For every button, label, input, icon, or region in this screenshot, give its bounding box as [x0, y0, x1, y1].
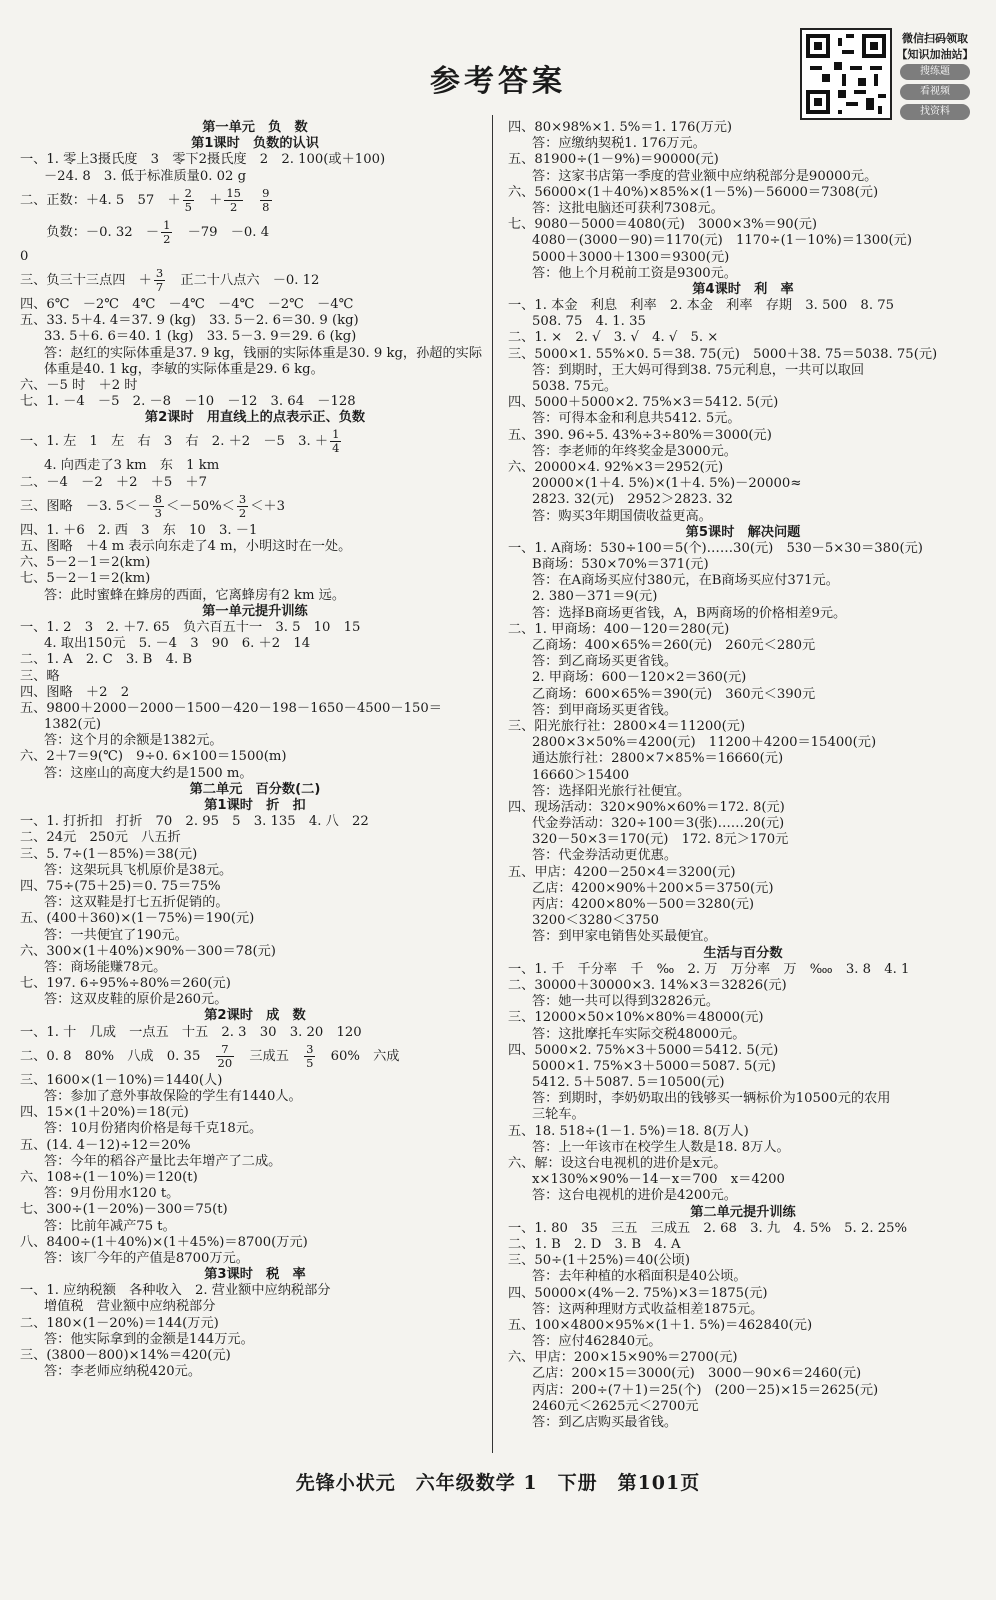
answer-text: 二、0. 8 80% 八成 0. 35: [20, 1048, 214, 1064]
answer-line: 答：到期时，李奶奶取出的钱够买一辆标价为10500元的农用: [532, 1091, 891, 1107]
answer-line: 体重是40. 1 kg，李敏的实际体重是29. 6 kg。: [44, 361, 324, 377]
answer-line: 丙店：200÷(7＋1)＝25(个) (200－25)×15＝2625(元): [532, 1382, 879, 1398]
answer-line: 六、2＋7＝9(℃) 9÷0. 6×100＝1500(m): [20, 749, 287, 765]
answer-line: 七、1. －4 －5 2. －8 －10 －12 3. 64 －128: [20, 394, 356, 410]
fraction-denominator: 8: [262, 199, 270, 214]
answer-line: 七、5－2－1＝2(km): [20, 571, 151, 587]
fraction: [330, 428, 341, 455]
answer-line: 三、50÷(1＋25%)＝40(公顷): [508, 1253, 691, 1269]
answer-line: 七、300÷(1－20%)－300＝75(t): [20, 1202, 228, 1218]
answer-line: 五、(400＋360)×(1－75%)＝190(元): [20, 911, 255, 927]
answer-line: B商场：530×70%＝371(元): [532, 557, 709, 573]
answer-line: 八、8400÷(1＋40%)×(1＋45%)＝8700(万元): [20, 1234, 308, 1250]
answer-line: 四、15×(1＋20%)＝18(元): [20, 1105, 189, 1121]
answer-line: －24. 8 3. 低于标准质量0. 02 g: [44, 168, 247, 184]
fraction: [183, 187, 194, 214]
fraction-numerator: 7: [216, 1043, 235, 1057]
answer-line: 五、图略 ＋4 m 表示向东走了4 m，小明这时在一处。: [20, 539, 352, 554]
answer-line: 乙商场：400×65%＝260(元) 260元＜280元: [532, 638, 816, 653]
answer-line: 六、56000×(1＋40%)×85%×(1－5%)－56000＝7308(元): [508, 184, 879, 200]
answer-line: 答：上一年该市在校学生人数是18. 8万人。: [532, 1139, 790, 1155]
answer-line: 答：购买3年期国债收益更高。: [532, 508, 712, 524]
answer-line: [20, 185, 490, 217]
answer-line: 一、1. 零上3摄氏度 3 零下2摄氏度 2 2. 100(或＋100): [20, 152, 386, 168]
fraction-denominator: 5: [306, 1055, 314, 1070]
answer-line: 二、－4 －2 ＋2 ＋5 ＋7: [20, 474, 208, 490]
answer-line: 答：去年种植的水稻面积是40公顷。: [532, 1269, 747, 1285]
answer-line: 五、(14. 4－12)÷12＝20%: [20, 1137, 191, 1153]
answer-line: 通达旅行社：2800×7×85%＝16660(元): [532, 751, 784, 767]
answer-text: 60% 六成: [317, 1048, 400, 1064]
answer-line: 答：他上个月税前工资是9300元。: [532, 265, 737, 281]
answer-line: 三、(3800－800)×14%＝420(元): [20, 1348, 231, 1363]
answer-text: 一、1. 左 1 左 右 3 右 2. ＋2 －5 3. ＋: [20, 434, 329, 450]
section-heading: 第2课时 用直线上的点表示正、负数: [144, 410, 366, 426]
answer-line: 3200＜3280＜3750: [532, 913, 660, 929]
fraction: [304, 1043, 315, 1070]
fraction-denominator: 7: [155, 279, 164, 294]
answer-line: 一、1. 80 35 三五 三成五 2. 68 3. 九 4. 5% 5. 2. 25%: [508, 1220, 908, 1236]
answer-line: 五、100×4800×95%×(1＋1. 5%)＝462840(元): [508, 1317, 813, 1333]
answer-line: 四、50000×(4%－2. 75%)×3＝1875(元): [508, 1285, 768, 1301]
answer-line: 答：可得本金和利息共5412. 5元。: [532, 411, 741, 427]
answer-line: 答：选择B商场更省钱，A，B两商场的价格相差9元。: [532, 605, 847, 621]
answer-line: 三、阳光旅行社：2800×4＝11200(元): [508, 718, 746, 734]
answer-line: 一、1. 打折扣 打折 70 2. 95 5 3. 135 4. 八 22: [20, 814, 369, 830]
page-footer: 先锋小状元 六年级数学 1 下册 第101页: [295, 1472, 701, 1494]
answer-line: 四、图略 ＋2 2: [20, 684, 130, 700]
answer-text: 三、图略 －3. 5＜－: [20, 498, 151, 514]
answer-line: 2460元＜2625元＜2700元: [532, 1398, 699, 1414]
answer-line: 答：到乙商场买更省钱。: [532, 654, 678, 670]
qr-caption: 微信扫码领取: [902, 32, 968, 45]
section-heading: 第1课时 负数的认识: [191, 136, 319, 152]
answer-line: 答：到甲商场买更省钱。: [532, 702, 678, 718]
fraction: [237, 493, 248, 520]
answer-line: 答：此时蜜蜂在蜂房的西面，它离蜂房有2 km 远。: [44, 587, 346, 603]
answer-line: 四、1. ＋6 2. 西 3 东 10 3. －1: [20, 522, 258, 538]
answer-line: 答：这个月的余额是1382元。: [44, 733, 223, 749]
answer-line: 答：应缴纳契税1. 176万元。: [532, 136, 706, 152]
answer-line: 5038. 75元。: [532, 379, 618, 394]
answer-line: 一、1. 应纳税额 各种收入 2. 营业额中应纳税部分: [20, 1283, 331, 1299]
section-heading: 第4课时 利 率: [692, 281, 794, 297]
answer-line: 4. 取出150元 5. －4 3 90 6. ＋2 14: [44, 636, 311, 652]
answer-line: 4080－(3000－90)＝1170(元) 1170÷(1－10%)＝1300(元): [532, 233, 912, 249]
answer-line: 五、81900÷(1－9%)＝90000(元): [508, 152, 719, 168]
answer-line: 508. 75 4. 1. 35: [532, 314, 646, 330]
answer-line: 2800×3×50%＝4200(元) 11200＋4200＝15400(元): [532, 735, 877, 751]
answer-line: 答：这双皮鞋的原价是260元。: [44, 992, 228, 1008]
answer-line: 答：到乙店购买最省钱。: [532, 1415, 678, 1430]
answer-line: 二、1. × 2. √ 3. √ 4. √ 5. ×: [508, 330, 719, 346]
fraction-numerator: 9: [262, 185, 270, 200]
answer-line: 320－50×3＝170(元) 172. 8元＞170元: [532, 832, 789, 848]
answer-line: 5000×1. 75%×3＋5000＝5087. 5(元): [532, 1058, 776, 1074]
fraction-numerator: 3: [306, 1041, 314, 1056]
answer-line: 五、9800＋2000－2000－1500－420－198－1650－4500－150＝: [20, 700, 442, 716]
section-heading: 第5课时 解决问题: [685, 524, 801, 540]
fraction-denominator: 5: [184, 199, 192, 214]
answer-line: 七、197. 6÷95%÷80%＝260(元): [20, 976, 231, 992]
answer-line: 答：在A商场买应付380元，在B商场买应付371元。: [532, 573, 839, 589]
answer-line: 三、1600×(1－10%)＝1440(人): [20, 1072, 223, 1088]
fraction-numerator: 1: [332, 427, 340, 442]
answer-text: 负数：－0. 32 －: [20, 224, 160, 240]
answer-line: 二、24元 250元 八五折: [20, 830, 181, 846]
answer-line: 答：参加了意外事故保险的学生有1440人。: [44, 1089, 302, 1104]
answer-line: 六、300×(1＋40%)×90%－300＝78(元): [20, 943, 276, 959]
answer-line: 四、现场活动：320×90%×60%＝172. 8(元): [508, 799, 785, 815]
answer-line: 三、略: [20, 668, 60, 684]
answer-text: 三、负三十三点四 ＋: [20, 272, 152, 288]
answer-line: 增值税 营业额中应纳税部分: [44, 1299, 216, 1315]
answer-line: 答：这两种理财方式收益相差1875元。: [532, 1301, 764, 1317]
fraction-numerator: 3: [155, 265, 164, 280]
answer-line: 答：该厂今年的产值是8700万元。: [44, 1250, 249, 1266]
section-heading: 第1课时 折 扣: [204, 798, 306, 813]
answer-line: 四、5000＋5000×2. 75%×3＝5412. 5(元): [508, 395, 779, 411]
fraction-denominator: 2: [230, 199, 238, 214]
column-divider: [492, 115, 493, 1453]
answer-line: 答：到期时，王大妈可得到38. 75元利息，一共可以取回: [532, 362, 865, 378]
answer-line: 三、12000×50×10%×80%＝48000(元): [508, 1010, 764, 1026]
answer-line: 乙店：200×15＝3000(元) 3000－90×6＝2460(元): [532, 1366, 862, 1382]
answer-line: 答：赵红的实际体重是37. 9 kg，钱丽的实际体重是30. 9 kg，孙超的实际: [44, 345, 483, 361]
answer-line: 四、5000×2. 75%×3＋5000＝5412. 5(元): [508, 1042, 779, 1058]
fraction: [161, 219, 172, 246]
answer-line: 二、1. A 2. C 3. B 4. B: [20, 652, 193, 668]
answer-line: 答：这双鞋是打七五折促销的。: [44, 895, 229, 911]
answer-line: 答：李老师应纳税420元。: [44, 1364, 202, 1380]
answer-line: 1382(元): [44, 717, 102, 733]
answer-text: 二、正数：＋4. 5 57 ＋: [20, 192, 181, 208]
answer-line: 答：这座山的高度大约是1500 m。: [44, 765, 253, 781]
answer-line: 答：应付462840元。: [532, 1334, 662, 1350]
section-heading: 第二单元提升训练: [690, 1204, 796, 1220]
answers-left-column: [20, 120, 490, 1380]
answer-line: 六、108÷(1－10%)＝120(t): [20, 1169, 198, 1185]
answer-line: 一、1. 本金 利息 利率 2. 本金 利率 存期 3. 500 8. 75: [508, 298, 894, 314]
fraction-denominator: 4: [332, 441, 340, 456]
answer-line: 答：这批电脑还可获利7308元。: [532, 200, 724, 216]
section-heading: 第2课时 成 数: [204, 1008, 306, 1024]
fraction-numerator: 15: [226, 185, 241, 200]
section-heading: 第一单元 负 数: [202, 120, 308, 135]
answer-line: 20000×(1＋4. 5%)×(1＋4. 5%)－20000≈: [532, 476, 802, 492]
video-button[interactable]: 看视频: [900, 84, 970, 100]
answers-right-column: [508, 120, 978, 1431]
answer-line: 六、甲店：200×15×90%＝2700(元): [508, 1350, 738, 1366]
fraction: [260, 187, 271, 214]
answer-line: 2. 380－371＝9(元): [532, 589, 658, 605]
answer-line: 答：这架玩具飞机原价是38元。: [44, 862, 233, 878]
answer-line: 答：选择阳光旅行社便宜。: [532, 783, 691, 799]
answer-line: 答：商场能赚78元。: [44, 959, 167, 975]
answer-line: 二、1. 甲商场：400－120＝280(元): [508, 621, 730, 637]
answer-line: 七、9080－5000＝4080(元) 3000×3%＝90(元): [508, 217, 818, 233]
section-heading: 生活与百分数: [703, 945, 783, 961]
answer-text: ＜＋3: [250, 498, 285, 514]
fraction-denominator: 3: [154, 505, 162, 520]
fraction-denominator: 20: [217, 1055, 233, 1070]
answer-line: 四、75÷(75＋25)＝0. 75＝75%: [20, 878, 221, 894]
fraction: [216, 1043, 235, 1070]
answer-line: 六、解：设这台电视机的进价是x元。: [508, 1156, 727, 1171]
fraction-denominator: 2: [238, 505, 247, 520]
answer-line: 答：她一共可以得到32826元。: [532, 994, 720, 1010]
fraction-denominator: 2: [163, 231, 171, 246]
answer-line: [20, 491, 490, 523]
answer-line: 乙商场：600×65%＝390(元) 360元＜390元: [532, 686, 816, 702]
fraction: [224, 187, 243, 214]
answer-line: 16660＞15400: [532, 767, 630, 783]
answer-line: 答：他实际拿到的金额是144万元。: [44, 1331, 254, 1347]
answer-line: 六、－5 时 ＋2 时: [20, 377, 138, 393]
answer-line: 丙店：4200×80%－500＝3280(元): [532, 897, 755, 912]
answer-line: 答：9月份用水120 t。: [44, 1186, 180, 1202]
answer-line: 答：今年的稻谷产量比去年增产了二成。: [44, 1153, 282, 1169]
answer-line: 4. 向西走了3 km 东 1 km: [44, 458, 220, 474]
answer-line: 答：比前年减产75 t。: [44, 1218, 176, 1234]
answer-line: 五、甲店：4200－250×4＝3200(元): [508, 864, 736, 880]
answer-line: 四、80×98%×1. 5%＝1. 176(万元): [508, 120, 733, 135]
answer-text: ＜－50%＜: [166, 498, 235, 514]
materials-button[interactable]: 找资料: [900, 104, 970, 120]
answer-line: 0: [20, 248, 29, 264]
answer-line: 代金券活动：320÷100＝3(张)……20(元): [532, 816, 785, 832]
answer-line: 5412. 5＋5087. 5＝10500(元): [532, 1075, 725, 1091]
answer-text: －79 －0. 4: [174, 224, 270, 240]
answer-line: 一、1. 千 千分率 千 ‰ 2. 万 万分率 万 ‱ 3. 8 4. 1: [508, 961, 910, 977]
section-heading: 第二单元 百分数(二): [189, 781, 321, 797]
answer-line: 二、1. B 2. D 3. B 4. A: [508, 1236, 681, 1252]
answer-line: 五、390. 96÷5. 43%÷3÷80%＝3000(元): [508, 427, 772, 443]
fraction-numerator: 8: [154, 491, 162, 506]
answer-line: 二、180×(1－20%)＝144(万元): [20, 1315, 219, 1331]
answer-line: 六、5－2－1＝2(km): [20, 555, 151, 571]
answer-line: [20, 426, 490, 458]
fraction-numerator: 2: [184, 185, 192, 200]
answer-line: 一、1. A商场：530÷100＝5(个)……30(元) 530－5×30＝380(元): [508, 540, 923, 556]
answer-line: 答：这批摩托车实际交税48000元。: [532, 1026, 746, 1042]
answer-line: 答：这家书店第一季度的营业额中应纳税部分是90000元。: [532, 168, 878, 184]
practice-button[interactable]: 搜练题: [900, 64, 970, 80]
answer-line: 二、30000＋30000×3. 14%×3＝32826(元): [508, 977, 787, 993]
answer-line: 答：这台电视机的进价是4200元。: [532, 1188, 737, 1204]
answer-line: 一、1. 十 几成 一点五 十五 2. 3 30 3. 20 120: [20, 1024, 362, 1040]
answer-line: 33. 5＋6. 6＝40. 1 (kg) 33. 5－3. 9＝29. 6 (kg): [44, 329, 357, 345]
answer-line: 六、20000×4. 92%×3＝2952(元): [508, 459, 724, 475]
answer-line: 五、18. 518÷(1－1. 5%)＝18. 8(万人): [508, 1123, 749, 1139]
answer-line: 三、5000×1. 55%×0. 5＝38. 75(元) 5000＋38. 75＝5038. 75(元): [508, 346, 938, 362]
answer-line: x×130%×90%－14－x＝700 x＝4200: [532, 1172, 785, 1188]
answer-line: [20, 1041, 490, 1073]
answer-line: 一、1. 2 3 2. ＋7. 65 负六百五十一 3. 5 10 15: [20, 619, 361, 635]
answer-line: 答：到甲家电销售处买最便宜。: [532, 929, 717, 945]
section-heading: 第一单元提升训练: [202, 603, 308, 619]
section-heading: 第3课时 税 率: [204, 1267, 306, 1283]
qr-caption-sub: 【知识加油站】: [896, 48, 974, 61]
answer-line: 2823. 32(元) 2952＞2823. 32: [532, 492, 733, 508]
answer-line: 5000＋3000＋1300＝9300(元): [532, 249, 730, 265]
fraction-numerator: 1: [163, 217, 171, 232]
answer-line: 答：代金券活动更优惠。: [532, 848, 678, 864]
answer-line: 答：10月份猪肉价格是每千克18元。: [44, 1121, 263, 1137]
answer-line: [20, 265, 490, 297]
answer-text: 正二十八点六 －0. 12: [167, 272, 320, 288]
qr-panel: [800, 28, 980, 128]
answer-text: [245, 193, 258, 208]
answer-line: [20, 217, 490, 249]
fraction-numerator: 3: [238, 491, 247, 506]
page-title: 参考答案: [430, 64, 566, 99]
answer-line: 四、6℃ －2℃ 4℃ －4℃ －4℃ －2℃ －4℃: [20, 296, 354, 312]
answer-line: 2. 甲商场：600－120×2＝360(元): [532, 670, 747, 686]
answer-text: 三成五: [236, 1048, 303, 1064]
answer-text: ＋: [195, 192, 223, 208]
answer-line: 三轮车。: [532, 1107, 585, 1123]
fraction: [153, 493, 164, 520]
qr-code-icon[interactable]: [800, 28, 892, 120]
fraction: [154, 267, 165, 294]
answer-line: 五、33. 5＋4. 4＝37. 9 (kg) 33. 5－2. 6＝30. 9 (kg): [20, 313, 359, 329]
answer-line: 乙店：4200×90%＋200×5＝3750(元): [532, 880, 774, 896]
answer-line: 三、5. 7÷(1－85%)＝38(元): [20, 846, 198, 862]
answer-line: 答：一共便宜了190元。: [44, 927, 188, 943]
answer-line: 答：李老师的年终奖金是3000元。: [532, 443, 737, 459]
